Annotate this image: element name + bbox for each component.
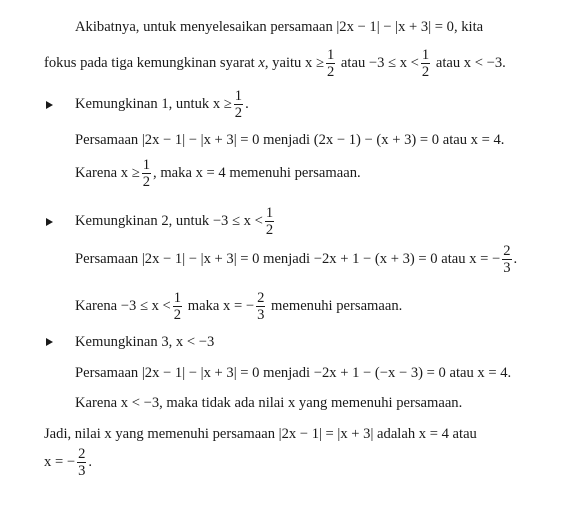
bullet-arrow-icon	[46, 218, 53, 226]
fraction-two-thirds: $\frac{2}{3}$	[257, 290, 265, 323]
intro-var-x: x	[258, 54, 265, 71]
case3-karena: Karena x < −3, maka tidak ada nilai x yang memenuhi persamaan.	[75, 395, 463, 411]
case1-karena: Karena x ≥ $\frac{1}{2}$ , maka x = 4 memenuhi persamaan.	[75, 157, 361, 190]
conclusion-line-1: Jadi, nilai x yang memenuhi persamaan |2x − 1| = |x + 3| adalah x = 4 atau	[44, 426, 477, 442]
case2-karena: Karena −3 ≤ x < $\frac{1}{2}$ maka x = − $\frac{2}{3}$ memenuhi persamaan.	[75, 290, 403, 323]
intro-cond-1: x ≥	[305, 54, 324, 71]
bullet-arrow-icon	[46, 101, 53, 109]
fraction-one-half: $\frac{1}{2}$	[142, 157, 151, 190]
intro-text-b: , yaitu	[264, 54, 306, 71]
case2-title: Kemungkinan 2, untuk −3 ≤ x < $\frac{1}{2}$	[75, 205, 274, 238]
case2-equation: Persamaan |2x − 1| − |x + 3| = 0 menjadi −2x + 1 − (x + 3) = 0 atau x = − $\frac{2}{3}$ .	[75, 243, 518, 276]
case1-equation: Persamaan |2x − 1| − |x + 3| = 0 menjadi (2x − 1) − (x + 3) = 0 atau x = 4.	[75, 132, 505, 148]
intro-line-2	[44, 47, 506, 80]
fraction-one-half: $\frac{1}{2}$	[173, 290, 182, 323]
fraction-two-thirds: $\frac{2}{3}$	[78, 446, 86, 479]
intro-line-1: Akibatnya, untuk menyelesaikan persamaan |2x − 1| − |x + 3| = 0, kita	[75, 19, 484, 35]
fraction-one-half: $\frac{1}{2}$	[234, 88, 243, 121]
fraction-one-half: $\frac{1}{2}$	[421, 47, 430, 80]
conclusion-line-2: x = − $\frac{2}{3}$ .	[44, 446, 93, 479]
fraction-one-half: $\frac{1}{2}$	[326, 47, 335, 80]
case1-title: Kemungkinan 1, untuk x ≥ $\frac{1}{2}$ .	[75, 88, 249, 121]
intro-cond-3: atau x < −3.	[432, 54, 506, 71]
case3-equation: Persamaan |2x − 1| − |x + 3| = 0 menjadi −2x + 1 − (−x − 3) = 0 atau x = 4.	[75, 365, 512, 381]
bullet-arrow-icon	[46, 338, 53, 346]
fraction-two-thirds: $\frac{2}{3}$	[503, 243, 511, 276]
fraction-one-half: $\frac{1}{2}$	[265, 205, 274, 238]
intro-text-a: fokus pada tiga kemungkinan syarat	[44, 54, 259, 71]
intro-cond-2: atau −3 ≤ x <	[337, 54, 419, 71]
case3-title: Kemungkinan 3, x < −3	[75, 334, 215, 350]
